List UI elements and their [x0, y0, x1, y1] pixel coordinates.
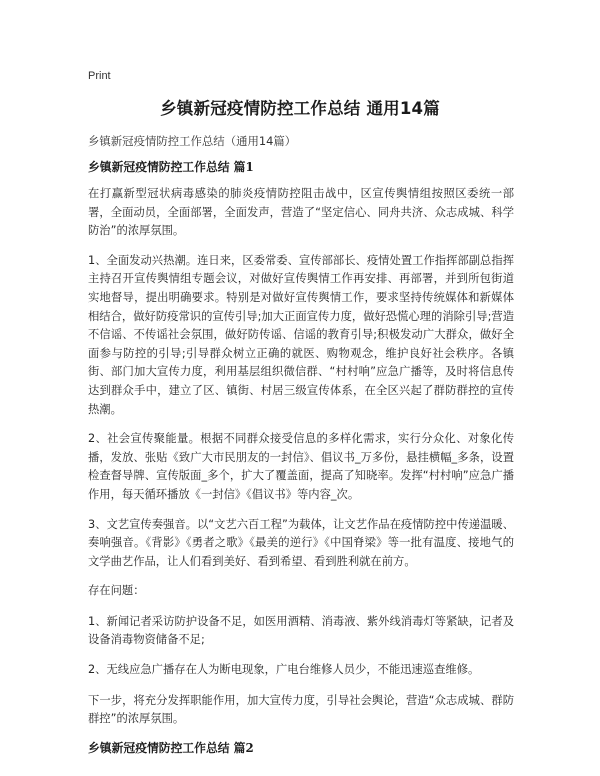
paragraph-point-3: 3、文艺宣传奏强音。以“文艺六百工程”为载体，让文艺作品在疫情防控中传递温暖、奏响强音。《背影》《勇者之歌》《最美的逆行》《中国脊梁》等一批有温度、接地气的文学曲艺作品，让人们看到美好、看到希望、看到胜利就在前方。	[88, 517, 514, 568]
paragraph-intro: 在打赢新型冠状病毒感染的肺炎疫情防控阻击战中，区宣传舆情组按照区委统一部署，全面动员，全面部署，全面发声，营造了“坚定信心、同舟共济、众志成城、科学防治”的浓厚氛围。	[88, 187, 514, 238]
paragraph-problem-1: 1、新闻记者采访防护设备不足，如医用酒精、消毒液、紫外线消毒灯等紧缺，记者及设备消毒物资储备不足;	[88, 614, 514, 647]
paragraph-next-step: 下一步，将充分发挥职能作用，加大宣传力度，引导社会舆论，营造“众志成城、群防群控”的浓厚氛围。	[88, 693, 514, 726]
paragraph-problems-label: 存在问题：	[88, 584, 145, 598]
print-label[interactable]: Print	[88, 70, 111, 82]
document-body	[88, 133, 514, 766]
section-heading-2: 乡镇新冠疫情防控工作总结 篇2	[88, 740, 254, 755]
paragraph-point-1: 1、全面发动兴热潮。连日来，区委常委、宣传部部长、疫情处置工作指挥部副总指挥主持召开宣传舆情组专题会议，对做好宣传舆情工作再安排、再部署，并到所包街道实地督导，提出明确要求。特别是对做好宣传舆情工作，要求坚持传统媒体和新媒体相结合，做好防疫常识的宣传引导;加大正面宣传力度，做好恐慌心理的消除引导;营造不信谣、不传谣社会氛围，做好防传谣、信谣的教育引导;积极发动广大群众，做好全面参与防控的引导;引导群众树立正确的就医、购物观念，维护良好社会秩序。各镇街、部门加大宣传力度，利用基层组织微信群、“村村响”应急广播等，及时将信息传达到群众手中，建立了区、镇街、村居三级宣传体系，在全区兴起了群防群控的宣传热潮。	[88, 253, 514, 416]
section-heading-1: 乡镇新冠疫情防控工作总结 篇1	[88, 160, 254, 174]
document-subtitle: 乡镇新冠疫情防控工作总结（通用14篇）	[88, 134, 297, 148]
paragraph-point-2: 2、社会宣传聚能量。根据不同群众接受信息的多样化需求，实行分众化、对象化传播，发放、张贴《致广大市民朋友的一封信》、倡议书_万多份，悬挂横幅_多条，设置检查督导牌、宣传版面_多个，扩大了覆盖面，提高了知晓率。发挥“村村响”应急广播作用，每天循环播放《一封信》《倡议书》等内容_次。	[88, 432, 514, 501]
paragraph-problem-2: 2、无线应急广播存在人为断电现象，广电台维修人员少，不能迅速巡查维修。	[88, 663, 480, 677]
page-title: 乡镇新冠疫情防控工作总结 通用14篇	[160, 99, 440, 118]
